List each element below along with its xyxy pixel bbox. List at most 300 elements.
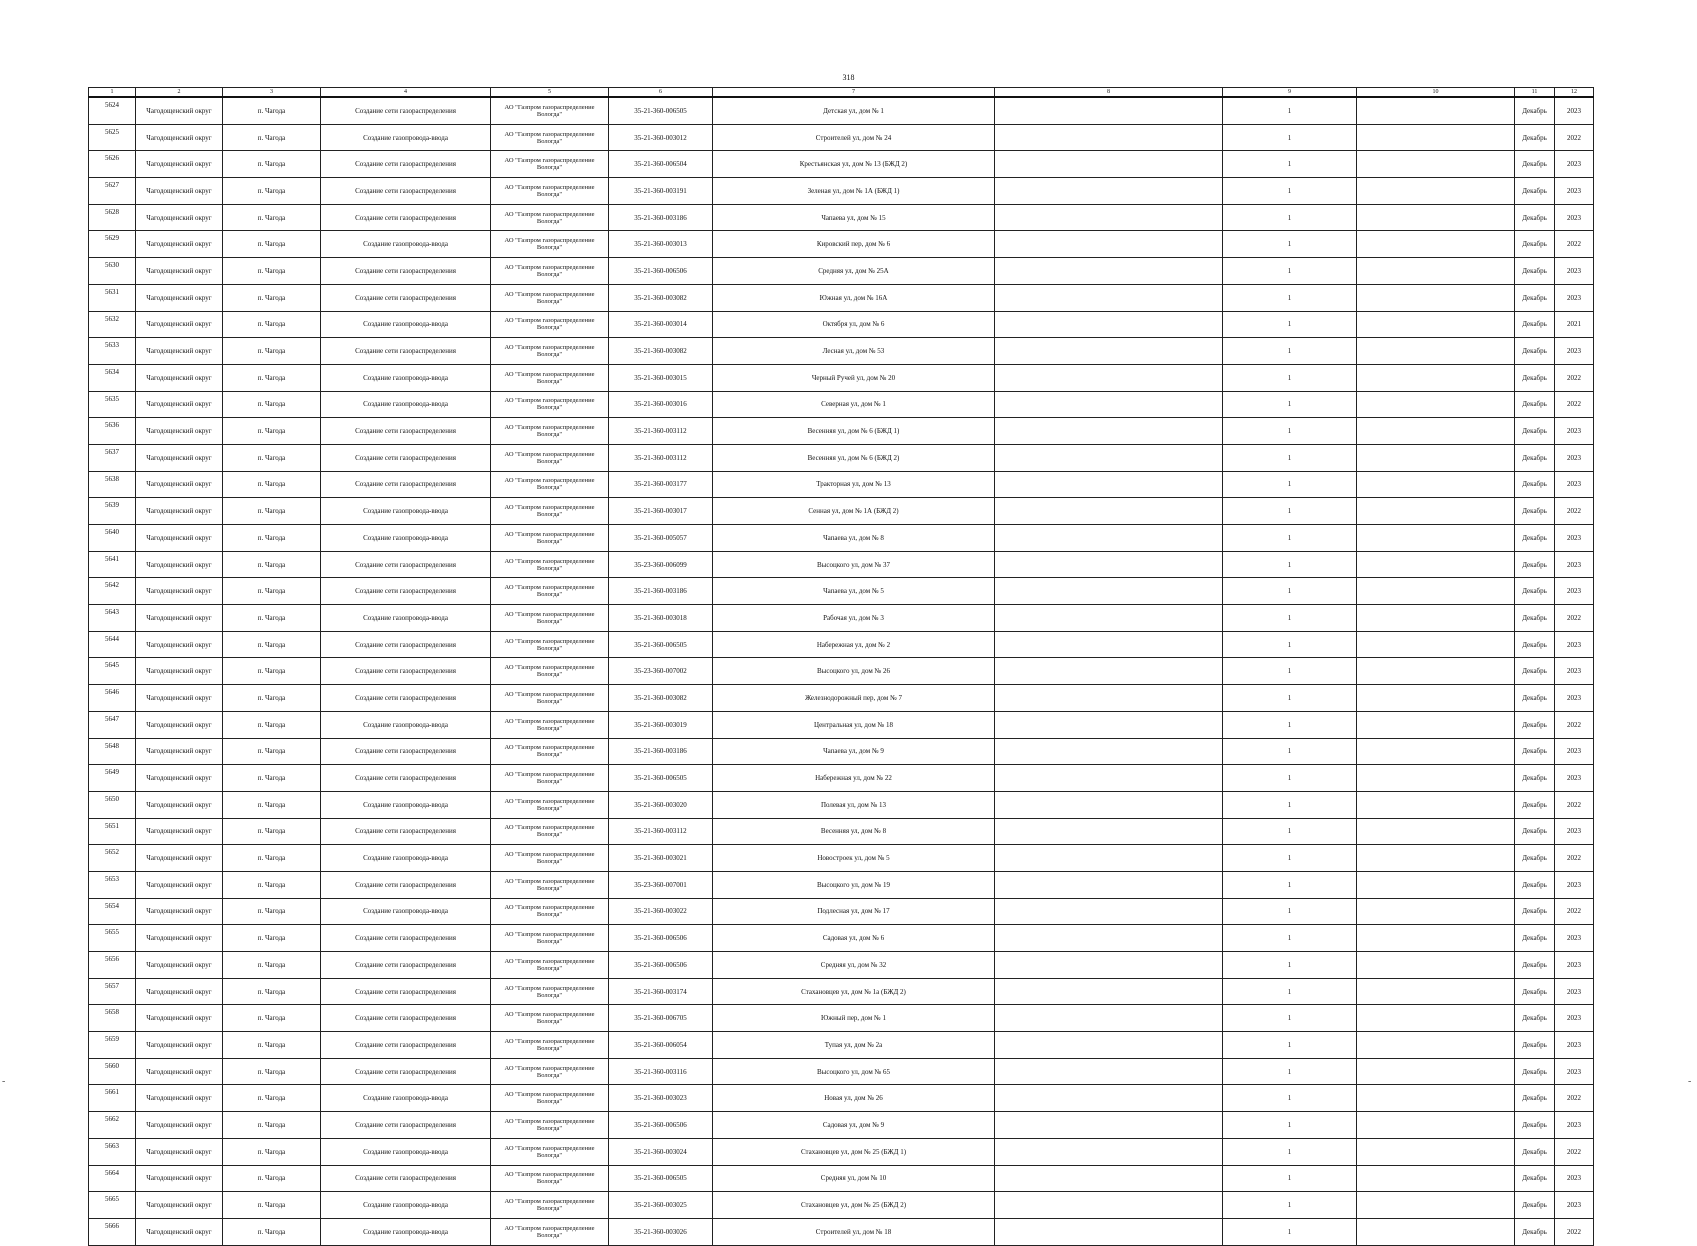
column-8-cell bbox=[995, 765, 1223, 792]
column-8-cell bbox=[995, 525, 1223, 552]
settlement-cell: п. Чагода bbox=[223, 765, 321, 792]
year-cell: 2022 bbox=[1555, 1138, 1594, 1165]
settlement-cell: п. Чагода bbox=[223, 1005, 321, 1032]
column-10-cell bbox=[1357, 311, 1515, 338]
column-10-cell bbox=[1357, 418, 1515, 445]
table-row bbox=[89, 364, 1594, 391]
address-cell: Новостроек ул, дом № 5 bbox=[713, 845, 995, 872]
owner-cell: АО "Газпром газораспределение Вологда" bbox=[491, 658, 609, 685]
column-10-cell bbox=[1357, 711, 1515, 738]
work-type-cell: Создание газопровода-ввода bbox=[321, 525, 491, 552]
column-8-cell bbox=[995, 578, 1223, 605]
quantity-cell: 1 bbox=[1223, 551, 1357, 578]
district-cell: Чагодощенский округ bbox=[136, 605, 223, 632]
address-cell: Чапаева ул, дом № 9 bbox=[713, 738, 995, 765]
month-cell: Декабрь bbox=[1515, 1058, 1555, 1085]
district-cell: Чагодощенский округ bbox=[136, 284, 223, 311]
column-8-cell bbox=[995, 151, 1223, 178]
row-number-cell: 5661 bbox=[89, 1085, 136, 1112]
table-row bbox=[89, 231, 1594, 258]
settlement-cell: п. Чагода bbox=[223, 418, 321, 445]
work-type-cell: Создание газопровода-ввода bbox=[321, 1192, 491, 1219]
settlement-cell: п. Чагода bbox=[223, 1032, 321, 1059]
header-col-4: 4 bbox=[321, 88, 491, 98]
column-8-cell bbox=[995, 444, 1223, 471]
column-8-cell bbox=[995, 658, 1223, 685]
row-number-cell: 5630 bbox=[89, 258, 136, 285]
column-10-cell bbox=[1357, 391, 1515, 418]
object-code-cell: 35-21-360-003019 bbox=[609, 711, 713, 738]
month-cell: Декабрь bbox=[1515, 525, 1555, 552]
column-10-cell bbox=[1357, 1005, 1515, 1032]
row-number-cell: 5641 bbox=[89, 551, 136, 578]
owner-cell: АО "Газпром газораспределение Вологда" bbox=[491, 818, 609, 845]
month-cell: Декабрь bbox=[1515, 818, 1555, 845]
work-type-cell: Создание сети газораспределения bbox=[321, 685, 491, 712]
row-number-cell: 5633 bbox=[89, 338, 136, 365]
address-cell: Средняя ул, дом № 10 bbox=[713, 1165, 995, 1192]
table-row bbox=[89, 925, 1594, 952]
table-row bbox=[89, 1138, 1594, 1165]
month-cell: Декабрь bbox=[1515, 1112, 1555, 1139]
district-cell: Чагодощенский округ bbox=[136, 204, 223, 231]
work-type-cell: Создание сети газораспределения bbox=[321, 871, 491, 898]
settlement-cell: п. Чагода bbox=[223, 124, 321, 151]
column-8-cell bbox=[995, 311, 1223, 338]
column-8-cell bbox=[995, 364, 1223, 391]
column-10-cell bbox=[1357, 1085, 1515, 1112]
object-code-cell: 35-21-360-005057 bbox=[609, 525, 713, 552]
column-8-cell bbox=[995, 978, 1223, 1005]
district-cell: Чагодощенский округ bbox=[136, 391, 223, 418]
quantity-cell: 1 bbox=[1223, 364, 1357, 391]
address-cell: Сенная ул, дом № 1А (БЖД 2) bbox=[713, 498, 995, 525]
work-type-cell: Создание сети газораспределения bbox=[321, 1165, 491, 1192]
month-cell: Декабрь bbox=[1515, 311, 1555, 338]
month-cell: Декабрь bbox=[1515, 284, 1555, 311]
table-row bbox=[89, 578, 1594, 605]
address-cell: Весенняя ул, дом № 6 (БЖД 2) bbox=[713, 444, 995, 471]
object-code-cell: 35-21-360-003021 bbox=[609, 845, 713, 872]
row-number-cell: 5652 bbox=[89, 845, 136, 872]
work-type-cell: Создание сети газораспределения bbox=[321, 925, 491, 952]
row-number-cell: 5648 bbox=[89, 738, 136, 765]
column-8-cell bbox=[995, 1085, 1223, 1112]
address-cell: Набережная ул, дом № 2 bbox=[713, 631, 995, 658]
row-number-cell: 5629 bbox=[89, 231, 136, 258]
year-cell: 2023 bbox=[1555, 765, 1594, 792]
quantity-cell: 1 bbox=[1223, 97, 1357, 124]
work-type-cell: Создание сети газораспределения bbox=[321, 658, 491, 685]
work-type-cell: Создание сети газораспределения bbox=[321, 338, 491, 365]
column-8-cell bbox=[995, 1192, 1223, 1219]
district-cell: Чагодощенский округ bbox=[136, 124, 223, 151]
table-row bbox=[89, 204, 1594, 231]
year-cell: 2023 bbox=[1555, 738, 1594, 765]
district-cell: Чагодощенский округ bbox=[136, 1005, 223, 1032]
row-number-cell: 5625 bbox=[89, 124, 136, 151]
work-type-cell: Создание сети газораспределения bbox=[321, 471, 491, 498]
table-row bbox=[89, 258, 1594, 285]
settlement-cell: п. Чагода bbox=[223, 1058, 321, 1085]
address-cell: Детская ул, дом № 1 bbox=[713, 97, 995, 124]
work-type-cell: Создание сети газораспределения bbox=[321, 978, 491, 1005]
month-cell: Декабрь bbox=[1515, 498, 1555, 525]
month-cell: Декабрь bbox=[1515, 1165, 1555, 1192]
quantity-cell: 1 bbox=[1223, 471, 1357, 498]
column-10-cell bbox=[1357, 925, 1515, 952]
table-row bbox=[89, 1165, 1594, 1192]
year-cell: 2023 bbox=[1555, 685, 1594, 712]
table-row bbox=[89, 605, 1594, 632]
work-type-cell: Создание сети газораспределения bbox=[321, 765, 491, 792]
address-cell: Средняя ул, дом № 25А bbox=[713, 258, 995, 285]
object-code-cell: 35-21-360-003023 bbox=[609, 1085, 713, 1112]
header-col-8: 8 bbox=[995, 88, 1223, 98]
month-cell: Декабрь bbox=[1515, 551, 1555, 578]
column-10-cell bbox=[1357, 978, 1515, 1005]
quantity-cell: 1 bbox=[1223, 578, 1357, 605]
column-10-cell bbox=[1357, 845, 1515, 872]
address-cell: Октября ул, дом № 6 bbox=[713, 311, 995, 338]
work-type-cell: Создание газопровода-ввода bbox=[321, 1085, 491, 1112]
work-type-cell: Создание газопровода-ввода bbox=[321, 124, 491, 151]
column-10-cell bbox=[1357, 1058, 1515, 1085]
district-cell: Чагодощенский округ bbox=[136, 898, 223, 925]
row-number-cell: 5657 bbox=[89, 978, 136, 1005]
owner-cell: АО "Газпром газораспределение Вологда" bbox=[491, 845, 609, 872]
quantity-cell: 1 bbox=[1223, 498, 1357, 525]
settlement-cell: п. Чагода bbox=[223, 578, 321, 605]
quantity-cell: 1 bbox=[1223, 765, 1357, 792]
table-row bbox=[89, 898, 1594, 925]
column-8-cell bbox=[995, 631, 1223, 658]
owner-cell: АО "Газпром газораспределение Вологда" bbox=[491, 418, 609, 445]
object-code-cell: 35-21-360-003082 bbox=[609, 338, 713, 365]
month-cell: Декабрь bbox=[1515, 658, 1555, 685]
settlement-cell: п. Чагода bbox=[223, 898, 321, 925]
settlement-cell: п. Чагода bbox=[223, 525, 321, 552]
year-cell: 2022 bbox=[1555, 1085, 1594, 1112]
row-number-cell: 5647 bbox=[89, 711, 136, 738]
quantity-cell: 1 bbox=[1223, 1032, 1357, 1059]
work-type-cell: Создание газопровода-ввода bbox=[321, 391, 491, 418]
object-code-cell: 35-21-360-006505 bbox=[609, 631, 713, 658]
page-number: 318 bbox=[842, 73, 855, 82]
owner-cell: АО "Газпром газораспределение Вологда" bbox=[491, 605, 609, 632]
column-8-cell bbox=[995, 391, 1223, 418]
column-10-cell bbox=[1357, 578, 1515, 605]
column-8-cell bbox=[995, 1138, 1223, 1165]
year-cell: 2022 bbox=[1555, 791, 1594, 818]
month-cell: Декабрь bbox=[1515, 1085, 1555, 1112]
work-type-cell: Создание сети газораспределения bbox=[321, 1005, 491, 1032]
year-cell: 2023 bbox=[1555, 444, 1594, 471]
owner-cell: АО "Газпром газораспределение Вологда" bbox=[491, 738, 609, 765]
object-code-cell: 35-21-360-003017 bbox=[609, 498, 713, 525]
table-row bbox=[89, 791, 1594, 818]
column-8-cell bbox=[995, 791, 1223, 818]
column-10-cell bbox=[1357, 658, 1515, 685]
row-number-cell: 5646 bbox=[89, 685, 136, 712]
column-10-cell bbox=[1357, 338, 1515, 365]
year-cell: 2023 bbox=[1555, 658, 1594, 685]
column-8-cell bbox=[995, 738, 1223, 765]
row-number-cell: 5645 bbox=[89, 658, 136, 685]
row-number-cell: 5640 bbox=[89, 525, 136, 552]
work-type-cell: Создание сети газораспределения bbox=[321, 151, 491, 178]
address-cell: Новая ул, дом № 26 bbox=[713, 1085, 995, 1112]
work-type-cell: Создание сети газораспределения bbox=[321, 551, 491, 578]
table-row bbox=[89, 418, 1594, 445]
month-cell: Декабрь bbox=[1515, 605, 1555, 632]
owner-cell: АО "Газпром газораспределение Вологда" bbox=[491, 1165, 609, 1192]
owner-cell: АО "Газпром газораспределение Вологда" bbox=[491, 444, 609, 471]
settlement-cell: п. Чагода bbox=[223, 471, 321, 498]
year-cell: 2023 bbox=[1555, 418, 1594, 445]
header-col-11: 11 bbox=[1515, 88, 1555, 98]
district-cell: Чагодощенский округ bbox=[136, 1058, 223, 1085]
settlement-cell: п. Чагода bbox=[223, 631, 321, 658]
owner-cell: АО "Газпром газораспределение Вологда" bbox=[491, 1192, 609, 1219]
month-cell: Декабрь bbox=[1515, 471, 1555, 498]
year-cell: 2023 bbox=[1555, 258, 1594, 285]
year-cell: 2022 bbox=[1555, 391, 1594, 418]
year-cell: 2023 bbox=[1555, 204, 1594, 231]
column-8-cell bbox=[995, 898, 1223, 925]
work-type-cell: Создание сети газораспределения bbox=[321, 952, 491, 979]
table-row bbox=[89, 1005, 1594, 1032]
owner-cell: АО "Газпром газораспределение Вологда" bbox=[491, 978, 609, 1005]
address-cell: Садовая ул, дом № 6 bbox=[713, 925, 995, 952]
year-cell: 2022 bbox=[1555, 845, 1594, 872]
quantity-cell: 1 bbox=[1223, 1058, 1357, 1085]
header-col-2: 2 bbox=[136, 88, 223, 98]
scan-mark-right: - bbox=[1688, 1076, 1692, 1087]
table-row bbox=[89, 1032, 1594, 1059]
address-cell: Весенняя ул, дом № 6 (БЖД 1) bbox=[713, 418, 995, 445]
column-8-cell bbox=[995, 338, 1223, 365]
quantity-cell: 1 bbox=[1223, 1192, 1357, 1219]
year-cell: 2023 bbox=[1555, 284, 1594, 311]
year-cell: 2022 bbox=[1555, 124, 1594, 151]
district-cell: Чагодощенский округ bbox=[136, 338, 223, 365]
column-8-cell bbox=[995, 1005, 1223, 1032]
district-cell: Чагодощенский округ bbox=[136, 231, 223, 258]
year-cell: 2023 bbox=[1555, 1032, 1594, 1059]
year-cell: 2023 bbox=[1555, 471, 1594, 498]
work-type-cell: Создание газопровода-ввода bbox=[321, 605, 491, 632]
header-row bbox=[89, 88, 1594, 98]
column-10-cell bbox=[1357, 1218, 1515, 1245]
work-type-cell: Создание газопровода-ввода bbox=[321, 1218, 491, 1245]
column-10-cell bbox=[1357, 1192, 1515, 1219]
address-cell: Тупая ул, дом № 2а bbox=[713, 1032, 995, 1059]
header-col-10: 10 bbox=[1357, 88, 1515, 98]
year-cell: 2023 bbox=[1555, 1192, 1594, 1219]
object-code-cell: 35-21-360-006505 bbox=[609, 97, 713, 124]
year-cell: 2022 bbox=[1555, 498, 1594, 525]
settlement-cell: п. Чагода bbox=[223, 711, 321, 738]
year-cell: 2023 bbox=[1555, 952, 1594, 979]
column-10-cell bbox=[1357, 284, 1515, 311]
work-type-cell: Создание газопровода-ввода bbox=[321, 791, 491, 818]
district-cell: Чагодощенский округ bbox=[136, 551, 223, 578]
settlement-cell: п. Чагода bbox=[223, 364, 321, 391]
district-cell: Чагодощенский округ bbox=[136, 871, 223, 898]
settlement-cell: п. Чагода bbox=[223, 1138, 321, 1165]
column-8-cell bbox=[995, 258, 1223, 285]
row-number-cell: 5664 bbox=[89, 1165, 136, 1192]
column-8-cell bbox=[995, 551, 1223, 578]
month-cell: Декабрь bbox=[1515, 97, 1555, 124]
address-cell: Подлесная ул, дом № 17 bbox=[713, 898, 995, 925]
district-cell: Чагодощенский округ bbox=[136, 178, 223, 205]
row-number-cell: 5653 bbox=[89, 871, 136, 898]
district-cell: Чагодощенский округ bbox=[136, 818, 223, 845]
quantity-cell: 1 bbox=[1223, 685, 1357, 712]
district-cell: Чагодощенский округ bbox=[136, 1192, 223, 1219]
work-type-cell: Создание сети газораспределения bbox=[321, 578, 491, 605]
year-cell: 2022 bbox=[1555, 898, 1594, 925]
column-10-cell bbox=[1357, 204, 1515, 231]
district-cell: Чагодощенский округ bbox=[136, 525, 223, 552]
table-row bbox=[89, 711, 1594, 738]
year-cell: 2023 bbox=[1555, 1112, 1594, 1139]
district-cell: Чагодощенский округ bbox=[136, 765, 223, 792]
month-cell: Декабрь bbox=[1515, 791, 1555, 818]
month-cell: Декабрь bbox=[1515, 151, 1555, 178]
address-cell: Весенняя ул, дом № 8 bbox=[713, 818, 995, 845]
settlement-cell: п. Чагода bbox=[223, 685, 321, 712]
object-code-cell: 35-21-360-003082 bbox=[609, 685, 713, 712]
column-8-cell bbox=[995, 1218, 1223, 1245]
address-cell: Черный Ручей ул, дом № 20 bbox=[713, 364, 995, 391]
month-cell: Декабрь bbox=[1515, 1032, 1555, 1059]
object-code-cell: 35-21-360-006705 bbox=[609, 1005, 713, 1032]
settlement-cell: п. Чагода bbox=[223, 925, 321, 952]
header-col-7: 7 bbox=[713, 88, 995, 98]
owner-cell: АО "Газпром газораспределение Вологда" bbox=[491, 124, 609, 151]
table-header bbox=[89, 88, 1594, 98]
column-10-cell bbox=[1357, 765, 1515, 792]
table-row bbox=[89, 178, 1594, 205]
owner-cell: АО "Газпром газораспределение Вологда" bbox=[491, 685, 609, 712]
owner-cell: АО "Газпром газораспределение Вологда" bbox=[491, 925, 609, 952]
column-8-cell bbox=[995, 231, 1223, 258]
row-number-cell: 5636 bbox=[89, 418, 136, 445]
row-number-cell: 5638 bbox=[89, 471, 136, 498]
table-row bbox=[89, 97, 1594, 124]
header-col-9: 9 bbox=[1223, 88, 1357, 98]
column-8-cell bbox=[995, 1032, 1223, 1059]
settlement-cell: п. Чагода bbox=[223, 178, 321, 205]
address-cell: Рабочая ул, дом № 3 bbox=[713, 605, 995, 632]
row-number-cell: 5627 bbox=[89, 178, 136, 205]
address-cell: Строителей ул, дом № 18 bbox=[713, 1218, 995, 1245]
owner-cell: АО "Газпром газораспределение Вологда" bbox=[491, 791, 609, 818]
district-cell: Чагодощенский округ bbox=[136, 631, 223, 658]
column-10-cell bbox=[1357, 1138, 1515, 1165]
year-cell: 2023 bbox=[1555, 631, 1594, 658]
row-number-cell: 5649 bbox=[89, 765, 136, 792]
settlement-cell: п. Чагода bbox=[223, 311, 321, 338]
column-10-cell bbox=[1357, 631, 1515, 658]
column-10-cell bbox=[1357, 605, 1515, 632]
settlement-cell: п. Чагода bbox=[223, 738, 321, 765]
year-cell: 2023 bbox=[1555, 578, 1594, 605]
quantity-cell: 1 bbox=[1223, 1218, 1357, 1245]
settlement-cell: п. Чагода bbox=[223, 284, 321, 311]
quantity-cell: 1 bbox=[1223, 1138, 1357, 1165]
column-8-cell bbox=[995, 284, 1223, 311]
row-number-cell: 5659 bbox=[89, 1032, 136, 1059]
owner-cell: АО "Газпром газораспределение Вологда" bbox=[491, 231, 609, 258]
column-8-cell bbox=[995, 418, 1223, 445]
column-10-cell bbox=[1357, 685, 1515, 712]
row-number-cell: 5663 bbox=[89, 1138, 136, 1165]
month-cell: Декабрь bbox=[1515, 391, 1555, 418]
table-row bbox=[89, 845, 1594, 872]
district-cell: Чагодощенский округ bbox=[136, 1218, 223, 1245]
table-row bbox=[89, 124, 1594, 151]
column-10-cell bbox=[1357, 124, 1515, 151]
quantity-cell: 1 bbox=[1223, 525, 1357, 552]
month-cell: Декабрь bbox=[1515, 685, 1555, 712]
object-code-cell: 35-21-360-003022 bbox=[609, 898, 713, 925]
work-type-cell: Создание сети газораспределения bbox=[321, 204, 491, 231]
object-code-cell: 35-21-360-003116 bbox=[609, 1058, 713, 1085]
row-number-cell: 5637 bbox=[89, 444, 136, 471]
table-row bbox=[89, 871, 1594, 898]
district-cell: Чагодощенский округ bbox=[136, 711, 223, 738]
quantity-cell: 1 bbox=[1223, 1085, 1357, 1112]
object-code-cell: 35-21-360-003020 bbox=[609, 791, 713, 818]
month-cell: Декабрь bbox=[1515, 204, 1555, 231]
quantity-cell: 1 bbox=[1223, 658, 1357, 685]
column-10-cell bbox=[1357, 444, 1515, 471]
row-number-cell: 5665 bbox=[89, 1192, 136, 1219]
owner-cell: АО "Газпром газораспределение Вологда" bbox=[491, 711, 609, 738]
table-row bbox=[89, 1192, 1594, 1219]
object-code-cell: 35-23-360-007001 bbox=[609, 871, 713, 898]
column-10-cell bbox=[1357, 471, 1515, 498]
month-cell: Декабрь bbox=[1515, 578, 1555, 605]
column-8-cell bbox=[995, 178, 1223, 205]
address-cell: Южная ул, дом № 16А bbox=[713, 284, 995, 311]
object-code-cell: 35-21-360-006054 bbox=[609, 1032, 713, 1059]
owner-cell: АО "Газпром газораспределение Вологда" bbox=[491, 578, 609, 605]
year-cell: 2022 bbox=[1555, 231, 1594, 258]
work-type-cell: Создание газопровода-ввода bbox=[321, 898, 491, 925]
gas-network-table bbox=[88, 87, 1594, 1246]
year-cell: 2023 bbox=[1555, 871, 1594, 898]
quantity-cell: 1 bbox=[1223, 1005, 1357, 1032]
column-10-cell bbox=[1357, 151, 1515, 178]
settlement-cell: п. Чагода bbox=[223, 605, 321, 632]
column-10-cell bbox=[1357, 952, 1515, 979]
district-cell: Чагодощенский округ bbox=[136, 1165, 223, 1192]
year-cell: 2022 bbox=[1555, 605, 1594, 632]
work-type-cell: Создание сети газораспределения bbox=[321, 418, 491, 445]
quantity-cell: 1 bbox=[1223, 178, 1357, 205]
owner-cell: АО "Газпром газораспределение Вологда" bbox=[491, 284, 609, 311]
object-code-cell: 35-21-360-003186 bbox=[609, 578, 713, 605]
quantity-cell: 1 bbox=[1223, 1165, 1357, 1192]
owner-cell: АО "Газпром газораспределение Вологда" bbox=[491, 551, 609, 578]
owner-cell: АО "Газпром газораспределение Вологда" bbox=[491, 1032, 609, 1059]
settlement-cell: п. Чагода bbox=[223, 338, 321, 365]
